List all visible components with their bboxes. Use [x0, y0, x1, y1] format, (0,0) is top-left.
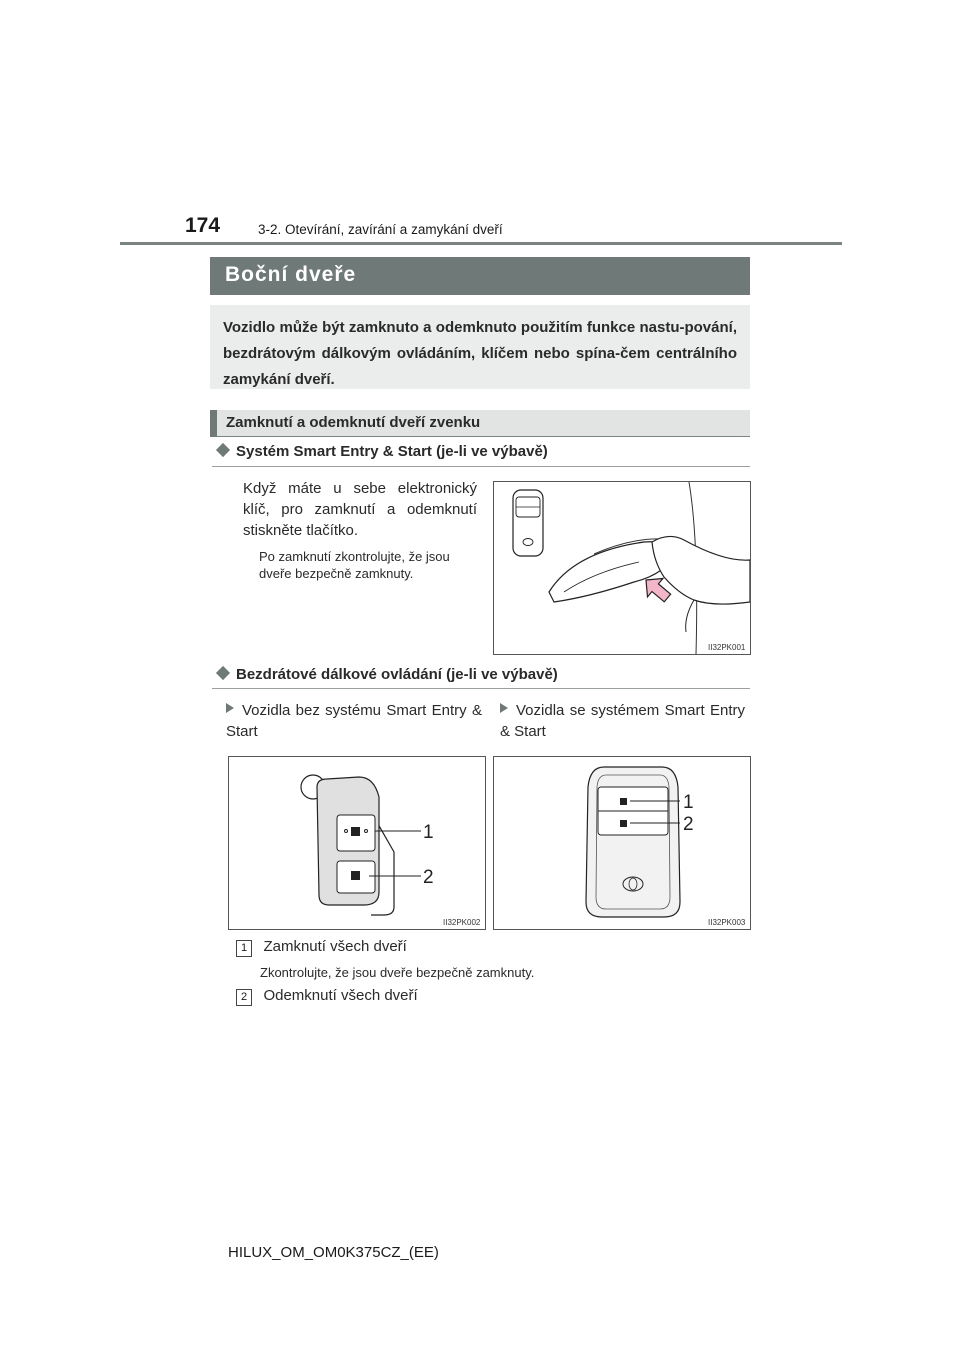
col-left-label: Vozidla bez systému Smart Entry & Start — [226, 702, 482, 740]
triangle-bullet-icon — [500, 703, 508, 713]
remote-heading — [212, 666, 558, 683]
diamond-bullet-icon — [216, 443, 230, 457]
door-handle-illustration — [494, 482, 750, 654]
remote-heading-text: Bezdrátové dálkové ovládání (je-li ve výbavě) — [236, 666, 558, 683]
subsection-accent — [210, 410, 217, 437]
smart-entry-rule — [212, 466, 750, 467]
callout-2: 2 — [683, 814, 694, 835]
figure-code: II32PK001 — [708, 643, 746, 652]
subsection-bar — [210, 410, 750, 437]
wireless-key-illustration — [229, 757, 485, 929]
intro-text: Vozidlo může být zamknuto a odemknuto použitím funkce nastu-pování, bezdrátovým dálkovým ovládáním, klíčem nebo spína-čem centrálního zamykání dveří. — [223, 319, 737, 388]
wireless-key-figure — [228, 756, 486, 930]
list-item — [236, 936, 407, 957]
figure-code: II32PK003 — [708, 918, 746, 927]
callout-2: 2 — [423, 867, 434, 888]
item-number: 2 — [236, 989, 252, 1006]
callout-1: 1 — [423, 822, 434, 843]
smart-entry-note: Po zamknutí zkontrolujte, že jsou dveře bezpečně zamknuty. — [259, 549, 450, 581]
page-number: 174 — [185, 214, 221, 237]
door-handle-figure — [493, 481, 751, 655]
intro-box — [210, 305, 750, 389]
diamond-bullet-icon — [216, 666, 230, 680]
callout-1: 1 — [683, 792, 694, 813]
remote-rule — [212, 688, 750, 689]
smart-key-figure — [493, 756, 751, 930]
list-item — [236, 985, 418, 1006]
smart-entry-heading — [212, 443, 548, 460]
section-heading: 3-2. Otevírání, zavírání a zamykání dveří — [258, 222, 503, 237]
page-title: Boční dveře — [225, 263, 357, 286]
header-rule — [120, 242, 842, 245]
smart-entry-heading-text: Systém Smart Entry & Start (je-li ve výbavě) — [236, 443, 548, 460]
triangle-bullet-icon — [226, 703, 234, 713]
item-label: Zamknutí všech dveří — [263, 938, 407, 955]
col-right-label: Vozidla se systémem Smart Entry & Start — [500, 702, 745, 740]
smart-key-illustration — [494, 757, 750, 929]
subsection-title: Zamknutí a odemknutí dveří zvenku — [226, 414, 481, 431]
smart-entry-text: Když máte u sebe elektronický klíč, pro zamknutí a odemknutí stiskněte tlačítko. — [243, 480, 477, 539]
item-number: 1 — [236, 940, 252, 957]
footer-code: HILUX_OM_OM0K375CZ_(EE) — [228, 1244, 439, 1261]
item-note: Zkontrolujte, že jsou dveře bezpečně zamknuty. — [260, 965, 535, 980]
item-label: Odemknutí všech dveří — [263, 987, 418, 1004]
figure-code: II32PK002 — [443, 918, 481, 927]
title-bar — [210, 257, 750, 295]
